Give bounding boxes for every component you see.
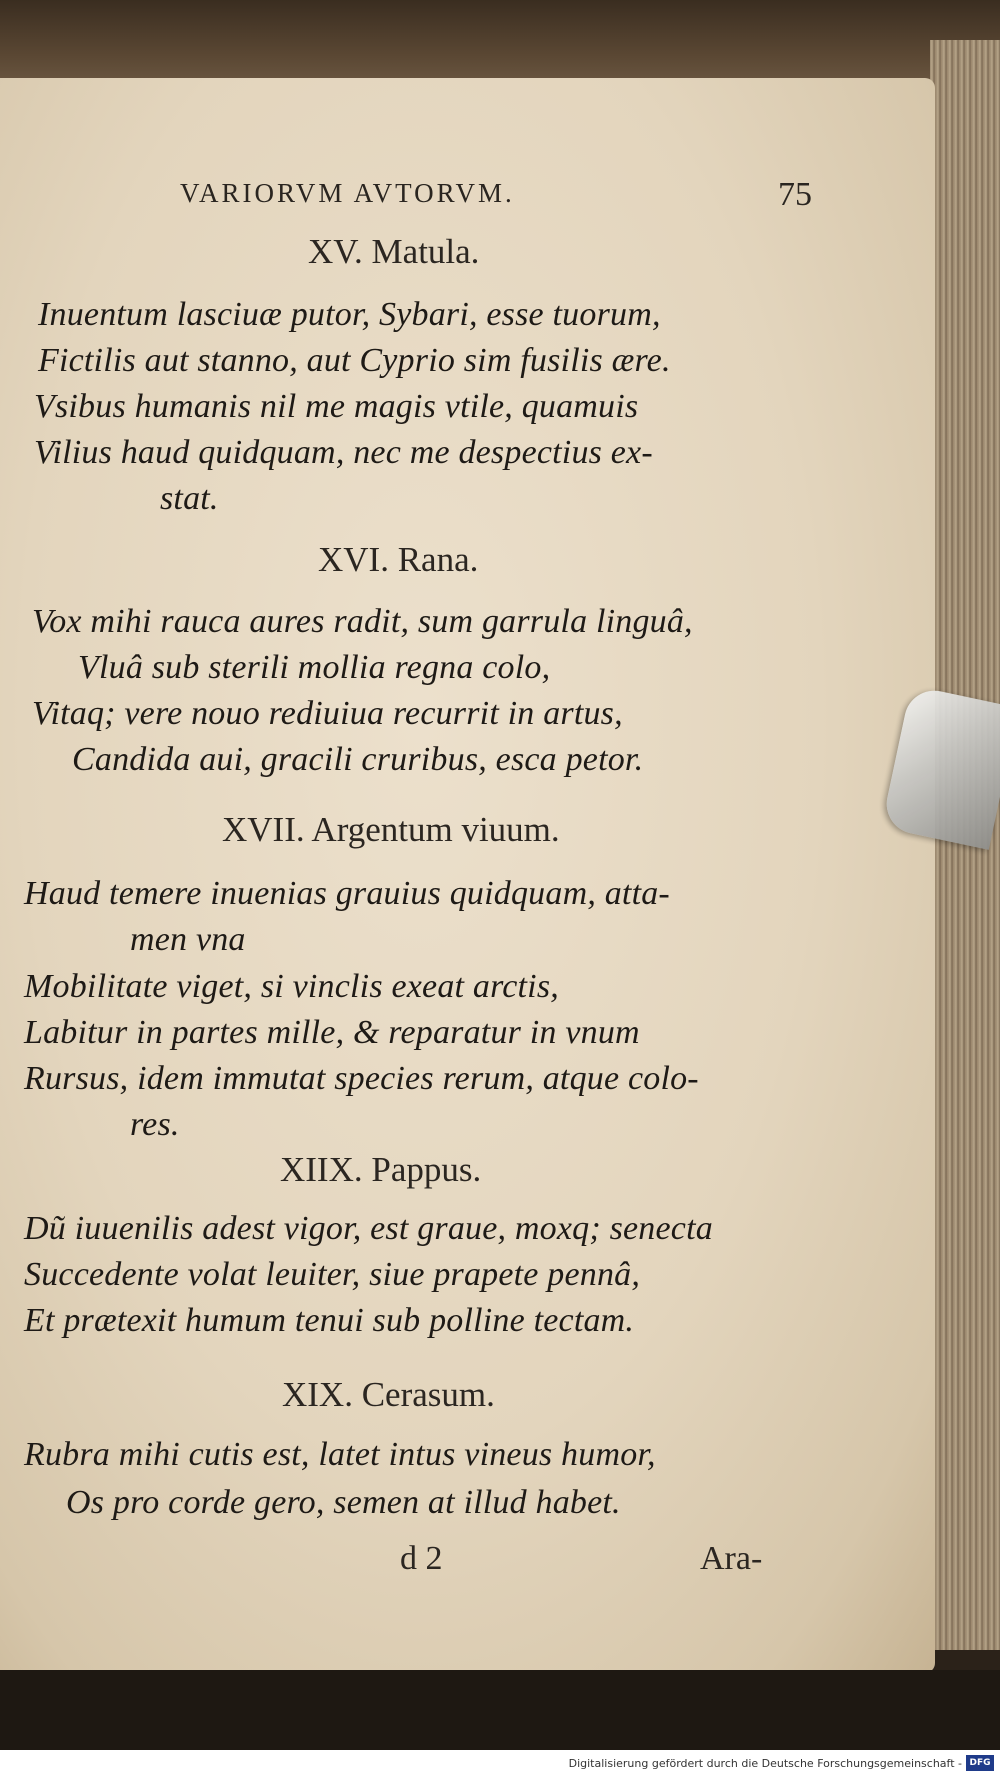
page-number: 75 — [778, 176, 812, 213]
verse-line: Os pro corde gero, semen at illud habet. — [66, 1484, 621, 1521]
dfg-logo: DFG — [966, 1755, 994, 1771]
bottom-shadow — [0, 1670, 1000, 1750]
verse-line: Labitur in partes mille, & reparatur in vnum — [24, 1014, 640, 1051]
footer-credit: Digitalisierung gefördert durch die Deutsche Forschungsgemeinschaft - — [568, 1757, 962, 1770]
verse-line: Vox mihi rauca aures radit, sum garrula linguâ, — [32, 603, 693, 640]
verse-line: stat. — [160, 480, 219, 517]
verse-line: Mobilitate viget, si vinclis exeat arctis, — [24, 968, 559, 1005]
running-head: VARIORVM AVTORVM. — [180, 178, 515, 208]
section-title: XVI. Rana. — [318, 540, 479, 579]
verse-line: Haud temere inuenias grauius quidquam, atta- — [24, 875, 670, 912]
section-title: XVII. Argentum viuum. — [222, 810, 560, 849]
verse-line: Dũ iuuenilis adest vigor, est graue, moxq; senecta — [24, 1210, 713, 1247]
verse-line: Vitaq; vere nouo rediuiua recurrit in artus, — [32, 695, 623, 732]
verse-line: Vsibus humanis nil me magis vtile, quamuis — [34, 388, 639, 425]
verse-line: Fictilis aut stanno, aut Cyprio sim fusilis ære. — [38, 342, 671, 379]
verse-line: Inuentum lasciuæ putor, Sybari, esse tuorum, — [38, 296, 661, 333]
verse-line: Vluâ sub sterili mollia regna colo, — [78, 649, 551, 686]
verse-line: men vna — [130, 921, 246, 958]
signature-mark: d 2 — [400, 1540, 443, 1577]
section-title: XIIX. Pappus. — [280, 1150, 482, 1189]
catchword: Ara- — [700, 1540, 763, 1577]
section-title: XIX. Cerasum. — [282, 1375, 495, 1414]
verse-line: Et prætexit humum tenui sub polline tectam. — [24, 1302, 635, 1339]
verse-line: Candida aui, gracili cruribus, esca petor. — [72, 741, 644, 778]
verse-line: Succedente volat leuiter, siue prapete pennâ, — [24, 1256, 641, 1293]
verse-line: Rursus, idem immutat species rerum, atque colo- — [24, 1060, 699, 1097]
verse-line: Rubra mihi cutis est, latet intus vineus humor, — [24, 1436, 656, 1473]
section-title: XV. Matula. — [308, 232, 480, 271]
verse-line: res. — [130, 1106, 180, 1143]
verse-line: Vilius haud quidquam, nec me despectius ex- — [34, 434, 653, 471]
